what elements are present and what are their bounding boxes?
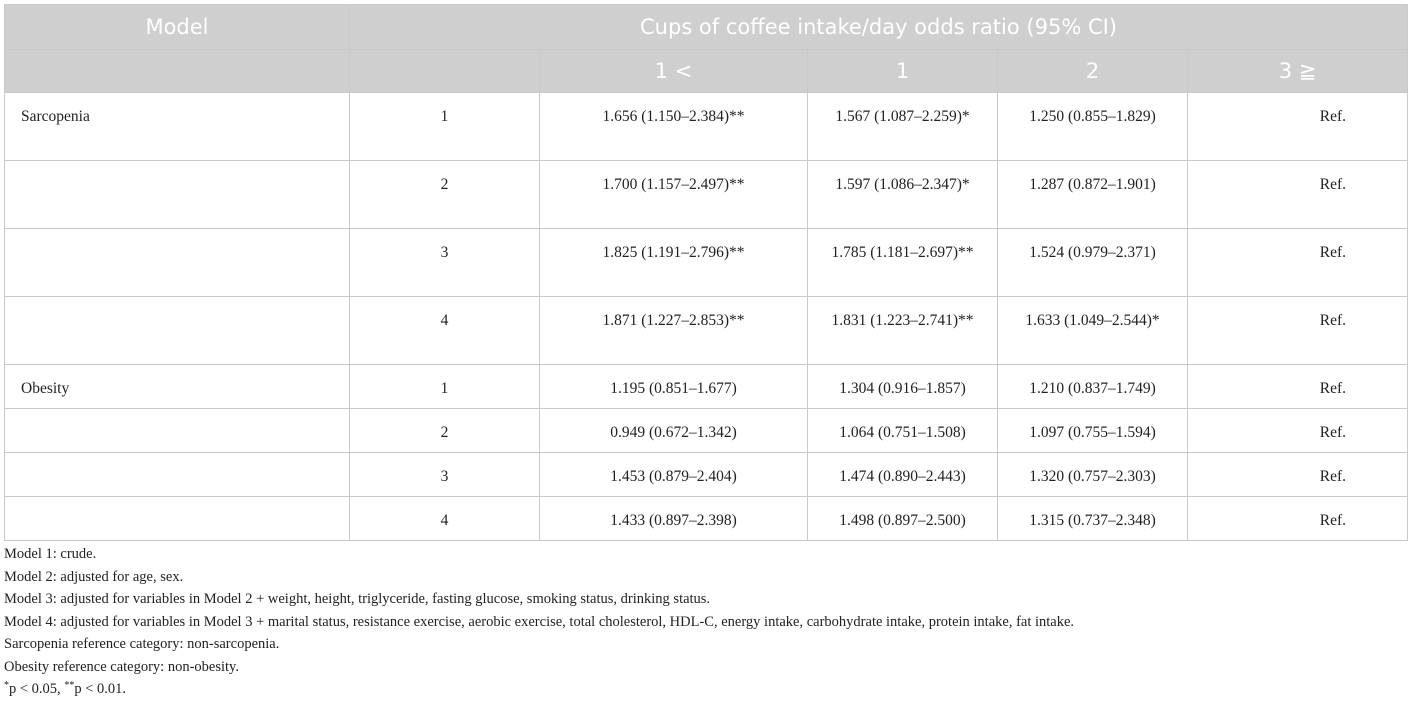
row-odds-lt1: 1.700 (1.157–2.497)** <box>540 161 808 229</box>
note-model-2: Model 2: adjusted for age, sex. <box>4 568 184 585</box>
row-odds-1: 1.064 (0.751–1.508) <box>808 409 998 453</box>
row-outcome <box>5 497 350 541</box>
row-odds-2: 1.287 (0.872–1.901) <box>998 161 1188 229</box>
row-model: 2 <box>350 161 540 229</box>
table-footnotes <box>4 543 1074 701</box>
row-odds-2: 1.210 (0.837–1.749) <box>998 365 1188 409</box>
odds-ratio-table <box>4 4 1408 541</box>
sig-symbol-2: ** <box>64 680 75 691</box>
row-outcome <box>5 229 350 297</box>
row-model: 1 <box>350 365 540 409</box>
note-obesity-ref: Obesity reference category: non-obesity. <box>4 658 239 675</box>
row-odds-ref: Ref. <box>1188 229 1408 297</box>
table-row <box>5 497 1408 541</box>
sig-symbol-1: * <box>4 680 9 691</box>
subheader-lt-1: 1 < <box>540 50 808 93</box>
row-odds-lt1: 0.949 (0.672–1.342) <box>540 409 808 453</box>
row-odds-lt1: 1.433 (0.897–2.398) <box>540 497 808 541</box>
row-model: 3 <box>350 229 540 297</box>
table-row <box>5 229 1408 297</box>
row-odds-lt1: 1.871 (1.227–2.853)** <box>540 297 808 365</box>
table-row <box>5 161 1408 229</box>
row-odds-ref: Ref. <box>1188 297 1408 365</box>
row-outcome: Sarcopenia <box>5 93 350 161</box>
row-odds-1: 1.474 (0.890–2.443) <box>808 453 998 497</box>
row-odds-ref: Ref. <box>1188 365 1408 409</box>
row-odds-lt1: 1.453 (0.879–2.404) <box>540 453 808 497</box>
subheader-blank <box>5 50 350 93</box>
row-model: 1 <box>350 93 540 161</box>
note-model-3: Model 3: adjusted for variables in Model 2 + weight, height, triglyceride, fasting glucose, smoking status, drinking status. <box>4 591 711 607</box>
table-row <box>5 93 1408 161</box>
table-row <box>5 409 1408 453</box>
row-odds-2: 1.250 (0.855–1.829) <box>998 93 1188 161</box>
row-odds-ref: Ref. <box>1188 93 1408 161</box>
row-outcome <box>5 409 350 453</box>
row-odds-1: 1.498 (0.897–2.500) <box>808 497 998 541</box>
row-odds-lt1: 1.825 (1.191–2.796)** <box>540 229 808 297</box>
row-odds-2: 1.633 (1.049–2.544)* <box>998 297 1188 365</box>
row-odds-1: 1.831 (1.223–2.741)** <box>808 297 998 365</box>
row-odds-1: 1.567 (1.087–2.259)* <box>808 93 998 161</box>
odds-ratio-table-container <box>4 4 1407 541</box>
header-row-2 <box>5 50 1408 93</box>
row-outcome <box>5 161 350 229</box>
table-row <box>5 365 1408 409</box>
table-row <box>5 297 1408 365</box>
note-significance <box>4 678 1074 701</box>
note-model-1: Model 1: crude. <box>4 546 97 562</box>
row-odds-2: 1.315 (0.737–2.348) <box>998 497 1188 541</box>
row-odds-1: 1.785 (1.181–2.697)** <box>808 229 998 297</box>
sig-text-2: p < 0.01. <box>74 681 126 697</box>
row-outcome: Obesity <box>5 365 350 409</box>
header-row-1 <box>5 5 1408 50</box>
subheader-2: 2 <box>998 50 1188 93</box>
row-odds-lt1: 1.656 (1.150–2.384)** <box>540 93 808 161</box>
subheader-ge-3: 3 ≧ <box>1188 50 1408 93</box>
row-odds-2: 1.097 (0.755–1.594) <box>998 409 1188 453</box>
row-odds-ref: Ref. <box>1188 497 1408 541</box>
sig-text-1: p < 0.05, <box>9 681 65 697</box>
row-odds-ref: Ref. <box>1188 453 1408 497</box>
row-model: 4 <box>350 497 540 541</box>
row-odds-ref: Ref. <box>1188 161 1408 229</box>
row-odds-1: 1.597 (1.086–2.347)* <box>808 161 998 229</box>
note-sarcopenia-ref: Sarcopenia reference category: non-sarcopenia. <box>4 636 280 652</box>
header-model: Model <box>5 5 350 50</box>
row-outcome <box>5 453 350 497</box>
header-odds-title: Cups of coffee intake/day odds ratio (95% CI) <box>350 5 1408 50</box>
table-row <box>5 453 1408 497</box>
row-odds-2: 1.524 (0.979–2.371) <box>998 229 1188 297</box>
subheader-model <box>350 50 540 93</box>
subheader-1: 1 <box>808 50 998 93</box>
row-outcome <box>5 297 350 365</box>
row-model: 4 <box>350 297 540 365</box>
row-model: 3 <box>350 453 540 497</box>
row-odds-ref: Ref. <box>1188 409 1408 453</box>
row-odds-lt1: 1.195 (0.851–1.677) <box>540 365 808 409</box>
note-model-4: Model 4: adjusted for variables in Model 3 + marital status, resistance exercise, aerobic exercise, total cholesterol, HDL-C, energy intake, carbohydrate intake, protein intake, fat intake. <box>4 613 1075 630</box>
row-model: 2 <box>350 409 540 453</box>
row-odds-2: 1.320 (0.757–2.303) <box>998 453 1188 497</box>
row-odds-1: 1.304 (0.916–1.857) <box>808 365 998 409</box>
